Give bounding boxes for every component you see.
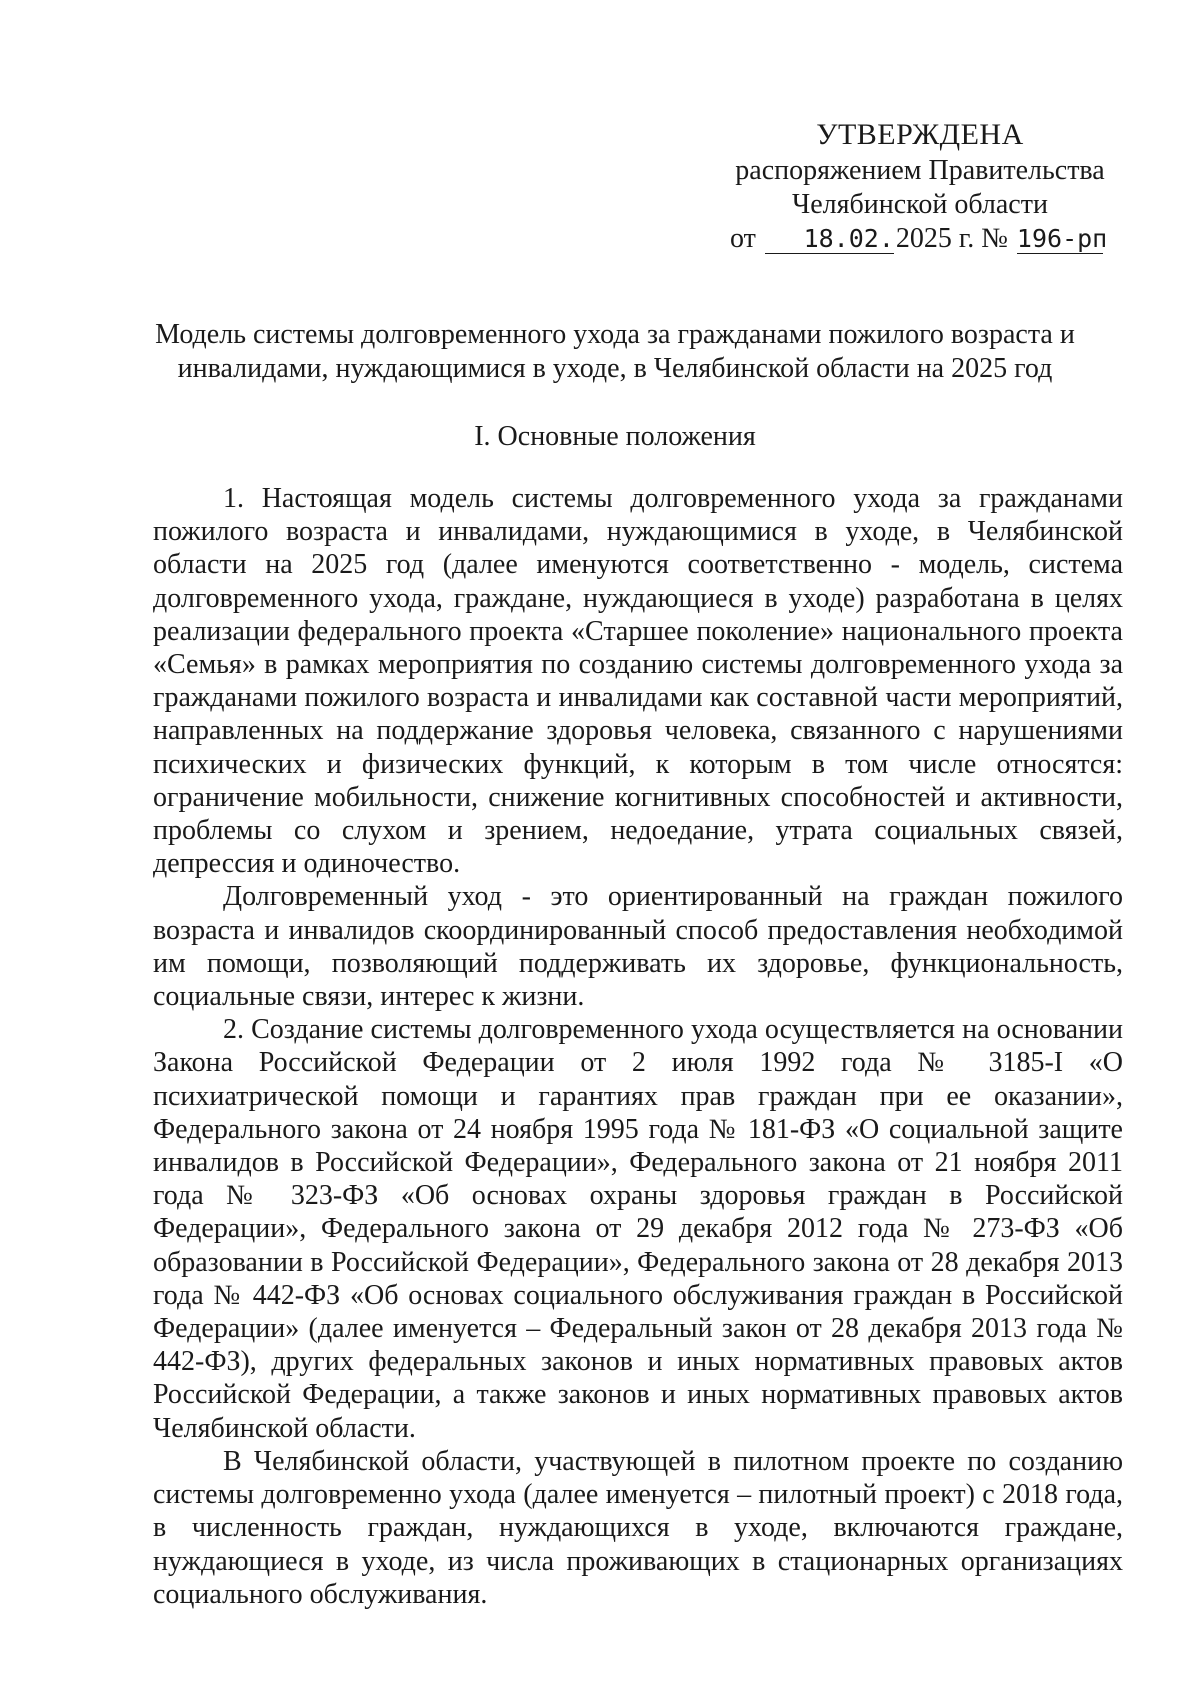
paragraph-2: Долговременный уход - это ориентированный на граждан пожилого возраста и инвалидов скоординированный способ предоставления необходимой им помощи, позволяющий поддерживать их здоровье, функциональность, социальные связи, интерес к жизни. [153,881,1123,1013]
from-label: от [730,223,756,254]
document-title [150,318,1080,386]
document-body [153,482,1123,1611]
approval-number-field: 196-рп [1016,224,1108,253]
approval-line-region: Челябинской области [792,189,1048,220]
paragraph-4: В Челябинской области, участвующей в пилотном проекте по созданию системы долговременно ухода (далее именуется – пилотный проект) с 2018 года, в численность граждан, нуждающихся в уходе, включаются граждане, нуждающиеся в уходе, из числа проживающих в стационарных организациях социального обслуживания. [153,1445,1123,1610]
approval-line-government: распоряжением Правительства [735,155,1105,186]
approval-date-field: 18.02. [765,225,894,254]
document-title-line-1: Модель системы долговременного ухода за гражданами пожилого возраста и [155,319,1075,350]
document-title-line-2: инвалидами, нуждающимися в уходе, в Челябинской области на 2025 год [177,353,1053,384]
paragraph-3: 2. Создание системы долговременного ухода осуществляется на основании Закона Российской Федерации от 2 июля 1992 года № 3185-I «О психиатрической помощи и гарантиях прав граждан при ее оказании», Федерального закона от 24 ноября 1995 года № 181-ФЗ «О социальной защите инвалидов в Российской Федерации», Федерального закона от 21 ноября 2011 года № 323-ФЗ «Об основах охраны здоровья граждан в Российской Федерации», Федерального закона от 29 декабря 2012 года № 273-ФЗ «Об образовании в Российской Федерации», Федерального закона от 28 декабря 2013 года № 442-ФЗ «Об основах социального обслуживания граждан в Российской Федерации» (далее именуется – Федеральный закон от 28 декабря 2013 года № 442-ФЗ), других федеральных законов и иных нормативных правовых актов Российской Федерации, а также законов и иных нормативных правовых актов Челябинской области. [153,1014,1123,1444]
paragraph-1: 1. Настоящая модель системы долговременного ухода за гражданами пожилого возраста и инвалидами, нуждающимися в уходе, в Челябинской области на 2025 год (далее именуются соответственно - модель, система долговременного ухода, граждане, нуждающиеся в уходе) разработана в целях реализации федерального проекта «Старшее поколение» национального проекта «Семья» в рамках мероприятия по созданию системы долговременного ухода за гражданами пожилого возраста и инвалидами как составной части мероприятий, направленных на поддержание здоровья человека, связанного с нарушениями психических и физических функций, к которым в том числе относятся: ограничение мобильности, снижение когнитивных способностей и активности, проблемы со слухом и зрением, недоедание, утрата социальных связей, депрессия и одиночество. [153,483,1123,880]
approval-stamp-block [720,118,1120,256]
approval-reference-line [720,222,1120,256]
approval-heading: УТВЕРЖДЕНА [816,118,1024,151]
section-heading: I. Основные положения [474,421,756,452]
year-and-number-label: 2025 г. № [895,223,1008,254]
